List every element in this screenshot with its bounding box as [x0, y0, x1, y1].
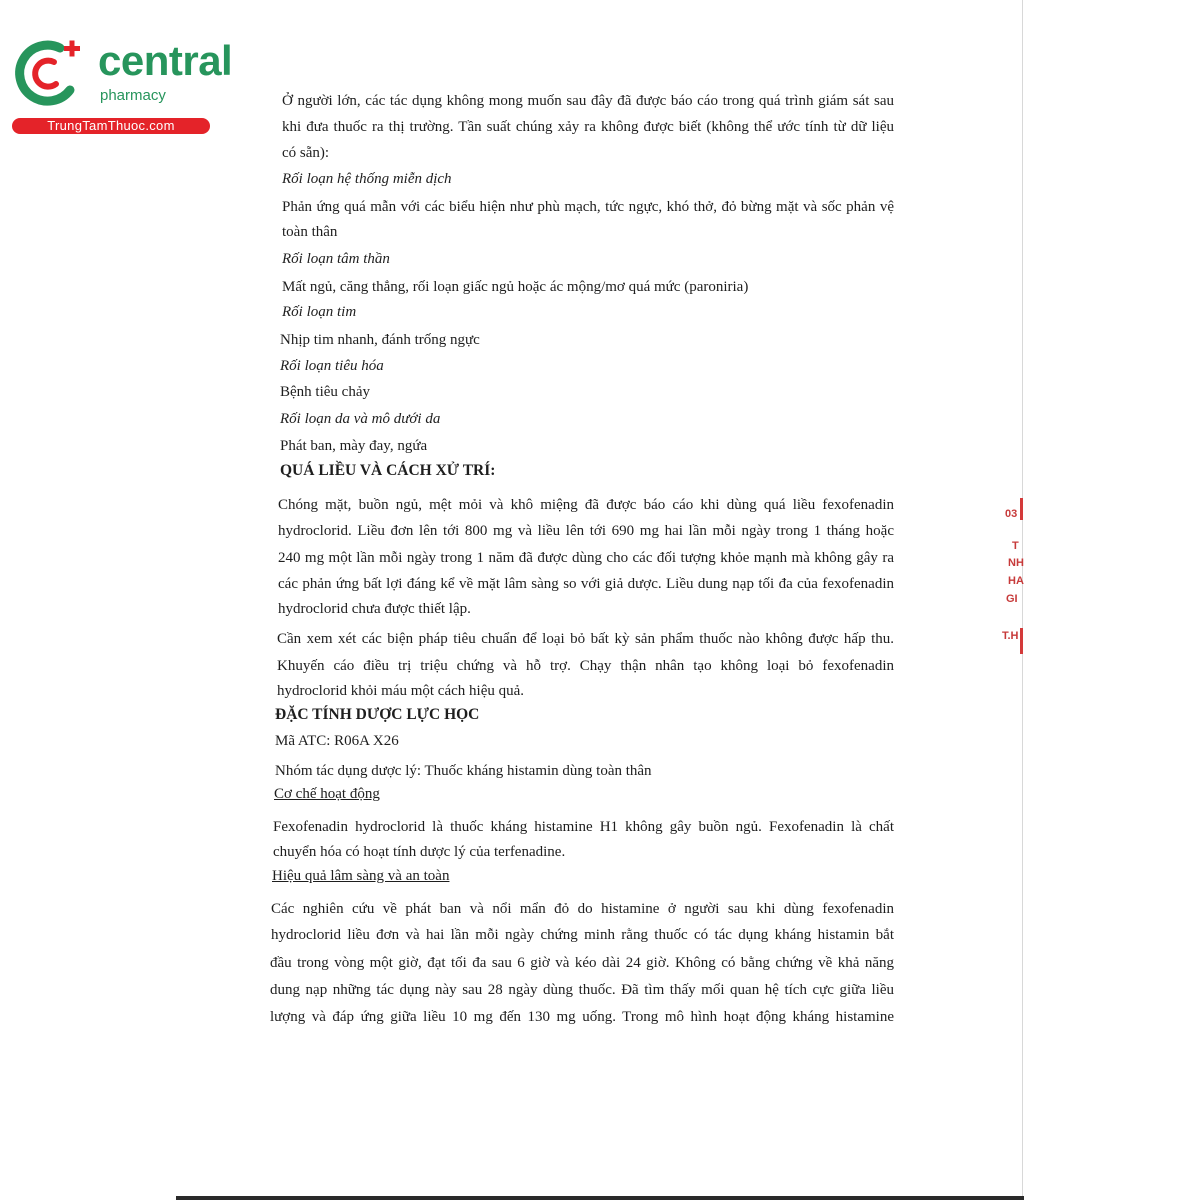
pharmacy-cross-logo-icon — [10, 38, 90, 108]
logo-site-url[interactable]: TrungTamThuoc.com — [12, 118, 210, 134]
paragraph-line: Khuyến cáo điều trị triệu chứng và hỗ trợ. Chạy thận nhân tạo không loại bỏ fexofenadin — [277, 658, 894, 674]
paragraph-line: Chóng mặt, buồn ngủ, mệt mỏi và khô miệng đã được báo cáo khi dùng quá liều fexofenadin — [278, 497, 894, 513]
paragraph-line: toàn thân — [282, 224, 338, 240]
paragraph-line: Nhịp tim nhanh, đánh trống ngực — [280, 332, 480, 348]
paragraph-line: dung nạp những tác dụng này sau 28 ngày dùng thuốc. Đã tìm thấy mối quan hệ tích cực giữa liều — [270, 982, 894, 998]
paragraph-line: khi đưa thuốc ra thị trường. Tần suất chúng xảy ra không được biết (không thể ước tính từ dữ liệu — [282, 119, 894, 135]
paragraph-line: Phản ứng quá mẫn với các biểu hiện như phù mạch, tức ngực, khó thở, đỏ bừng mặt và sốc phản vệ — [282, 199, 894, 215]
paragraph-line: lượng và đáp ứng giữa liều 10 mg đến 130 mg uống. Trong mô hình hoạt động kháng histamine — [270, 1009, 894, 1025]
paragraph-line: hydroclorid. Liều đơn lên tới 800 mg và liều lên tới 690 mg hai lần mỗi ngày trong 1 tháng hoặc — [278, 523, 894, 539]
paragraph-line: Fexofenadin hydroclorid là thuốc kháng histamine H1 không gây buồn ngủ. Fexofenadin là chất — [273, 819, 894, 835]
stamp-fragment: NH — [1008, 557, 1024, 569]
paragraph-line: Các nghiên cứu về phát ban và nổi mẩn đỏ do histamine ở người sau khi dùng fexofenadin — [271, 901, 894, 917]
stamp-border — [1020, 498, 1023, 520]
stamp-fragment: HA — [1008, 575, 1024, 587]
subsection-label: Rối loạn tâm thần — [282, 251, 390, 267]
section-heading: QUÁ LIỀU VÀ CÁCH XỬ TRÍ: — [280, 462, 496, 479]
paragraph-line: Nhóm tác dụng dược lý: Thuốc kháng histamin dùng toàn thân — [275, 763, 652, 779]
stamp-fragment: T.H — [1002, 630, 1019, 642]
page-bottom-edge — [176, 1196, 1024, 1200]
paragraph-line: có sẵn): — [282, 145, 330, 161]
paragraph-line: các phản ứng bất lợi đáng kể về mặt lâm sàng so với giả dược. Liều dung nạp tối đa của fexofenadin — [278, 576, 894, 592]
paragraph-line: hydroclorid khỏi máu một cách hiệu quả. — [277, 683, 525, 699]
section-heading: ĐẶC TÍNH DƯỢC LỰC HỌC — [275, 706, 480, 723]
paragraph-line: Mất ngủ, căng thẳng, rối loạn giấc ngủ hoặc ác mộng/mơ quá mức (paroniria) — [282, 279, 749, 295]
subsection-title: Hiệu quả lâm sàng và an toàn — [272, 868, 450, 884]
logo-subtitle: pharmacy — [100, 87, 166, 104]
paragraph-line: Phát ban, mày đay, ngứa — [280, 438, 428, 454]
paragraph-line: chuyển hóa có hoạt tính dược lý của terfenadine. — [273, 844, 566, 860]
page-edge-divider — [1022, 0, 1023, 1200]
paragraph-line: Ở người lớn, các tác dụng không mong muốn sau đây đã được báo cáo trong quá trình giám sát sau — [282, 93, 894, 109]
paragraph-line: hydroclorid chưa được thiết lập. — [278, 601, 471, 617]
paragraph-line: Mã ATC: R06A X26 — [275, 733, 399, 749]
subsection-label: Rối loạn da và mô dưới da — [280, 411, 441, 427]
paragraph-line: Bệnh tiêu chảy — [280, 384, 370, 400]
subsection-label: Rối loạn tim — [282, 304, 357, 320]
stamp-border — [1020, 628, 1023, 654]
subsection-label: Rối loạn hệ thống miễn dịch — [282, 171, 452, 187]
paragraph-line: đầu trong vòng một giờ, đạt tối đa sau 6 giờ và kéo dài 24 giờ. Không có bằng chứng về khả năng — [270, 955, 894, 971]
stamp-fragment: GI — [1006, 593, 1018, 605]
logo-wordmark: central — [98, 37, 233, 84]
paragraph-line: hydroclorid liều đơn và hai lần mỗi ngày chứng minh rằng thuốc có tác dụng kháng histamin bắt — [271, 927, 894, 943]
paragraph-line: Cần xem xét các biện pháp tiêu chuẩn để loại bỏ bất kỳ sản phẩm thuốc nào không được hấp thu. — [277, 631, 894, 647]
stamp-fragment: 03 — [1005, 508, 1018, 520]
stamp-fragment: T — [1012, 540, 1019, 552]
paragraph-line: 240 mg một lần mỗi ngày trong 1 năm đã được dùng cho các đối tượng khỏe mạnh mà không gây ra — [278, 550, 894, 566]
central-pharmacy-logo[interactable] — [10, 37, 233, 138]
subsection-title: Cơ chế hoạt động — [274, 786, 380, 802]
subsection-label: Rối loạn tiêu hóa — [280, 358, 384, 374]
